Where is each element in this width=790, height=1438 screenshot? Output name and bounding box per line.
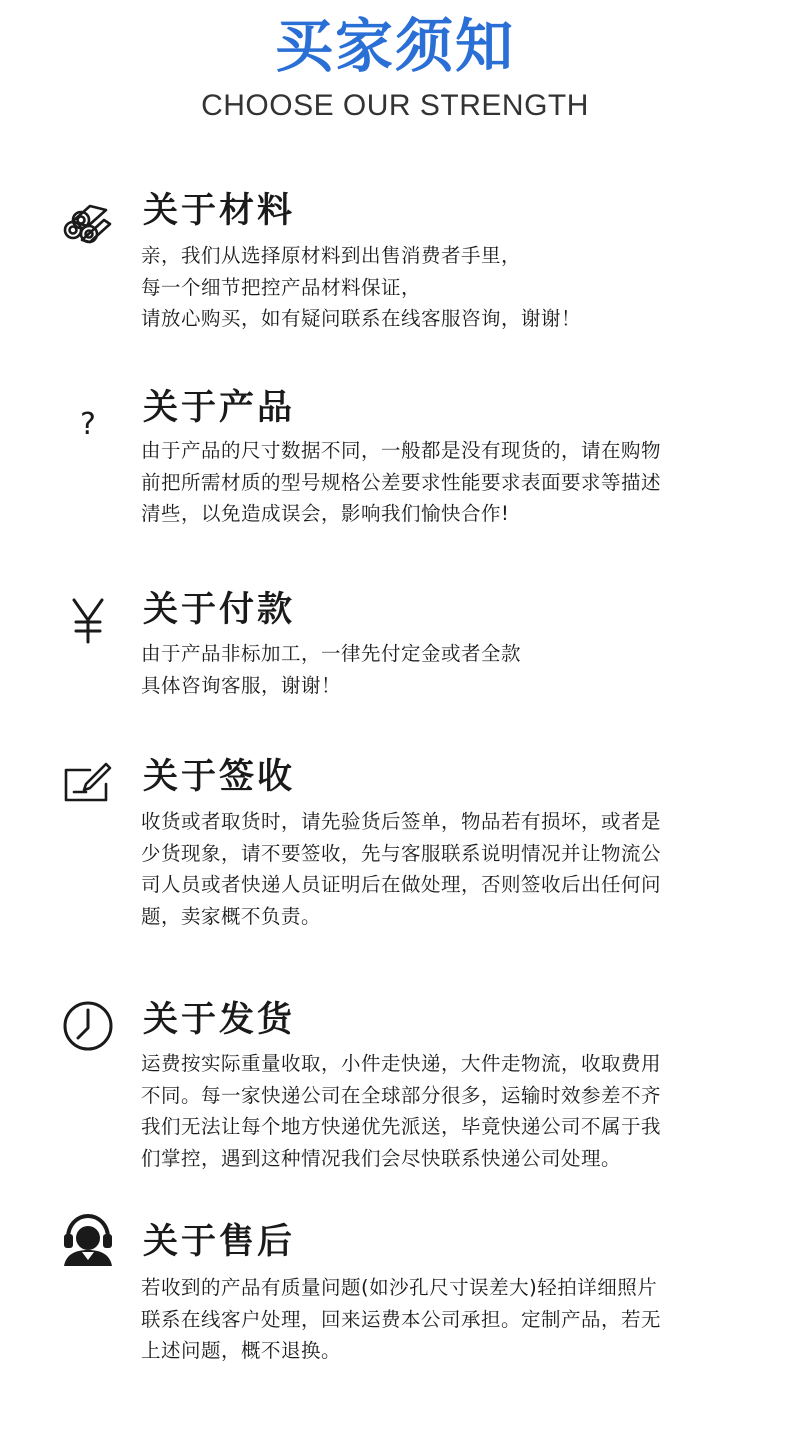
section-body — [141, 435, 741, 530]
section-body — [141, 638, 741, 701]
body-line: 收货或者取货时，请先验货后签单，物品若有损坏，或者是 — [141, 810, 662, 833]
body-line: 运费按实际重量收取，小件走快递，大件走物流，收取费用 — [141, 1052, 662, 1075]
section-title: 关于材料 — [143, 191, 296, 231]
body-line: 联系在线客户处理，回来运费本公司承担。定制产品，若无 — [141, 1307, 662, 1331]
body-line: 请放心购买，如有疑问联系在线客服咨询，谢谢！ — [141, 307, 582, 330]
body-line: 由于产品的尺寸数据不同，一般都是没有现货的，请在购物 — [141, 439, 662, 462]
body-line: 不同。每一家快递公司在全球部分很多，运输时效参差不齐 — [141, 1083, 662, 1107]
section-title: 关于发货 — [143, 1000, 296, 1040]
yen-icon — [60, 592, 116, 648]
body-line: 每一个细节把控产品材料保证， — [141, 275, 422, 299]
sign-edit-icon — [60, 756, 116, 812]
body-line: 题，卖家概不负责。 — [141, 904, 322, 928]
body-line: 若收到的产品有质量问题(如沙孔尺寸误差大)轻拍详细照片 — [141, 1276, 658, 1299]
body-line: 具体咨询客服，谢谢！ — [141, 673, 342, 697]
customer-service-icon — [60, 1212, 116, 1268]
clock-icon — [60, 998, 116, 1054]
page-subtitle: CHOOSE OUR STRENGTH — [201, 89, 589, 122]
question-mark-icon — [60, 392, 116, 448]
section-title: 关于产品 — [143, 388, 296, 428]
body-line: 上述问题，概不退换。 — [141, 1339, 342, 1362]
section-title: 关于售后 — [143, 1222, 296, 1262]
section-title: 关于付款 — [143, 590, 296, 630]
section-body — [141, 1048, 741, 1174]
body-line: 少货现象，请不要签收，先与客服联系说明情况并让物流公 — [141, 841, 662, 865]
body-line: 司人员或者快递人员证明后在做处理，否则签收后出任何问 — [141, 873, 662, 896]
body-line: 前把所需材质的型号规格公差要求性能要求表面要求等描述 — [141, 470, 662, 494]
body-line: 我们无法让每个地方快递优先派送，毕竟快递公司不属于我 — [141, 1115, 662, 1138]
body-line: 清些，以免造成误会，影响我们愉快合作! — [141, 502, 510, 525]
svg-text:?: ? — [80, 407, 96, 442]
body-line: 由于产品非标加工，一律先付定金或者全款 — [141, 642, 522, 665]
page-title: 买家须知 — [274, 12, 515, 80]
body-line: 们掌控，遇到这种情况我们会尽快联系快递公司处理。 — [141, 1146, 622, 1170]
section-body — [141, 240, 741, 335]
section-body — [141, 806, 741, 932]
section-title: 关于签收 — [143, 757, 296, 797]
body-line: 亲，我们从选择原材料到出售消费者手里， — [141, 244, 522, 267]
material-rolls-icon — [60, 196, 116, 252]
section-body — [141, 1272, 741, 1367]
